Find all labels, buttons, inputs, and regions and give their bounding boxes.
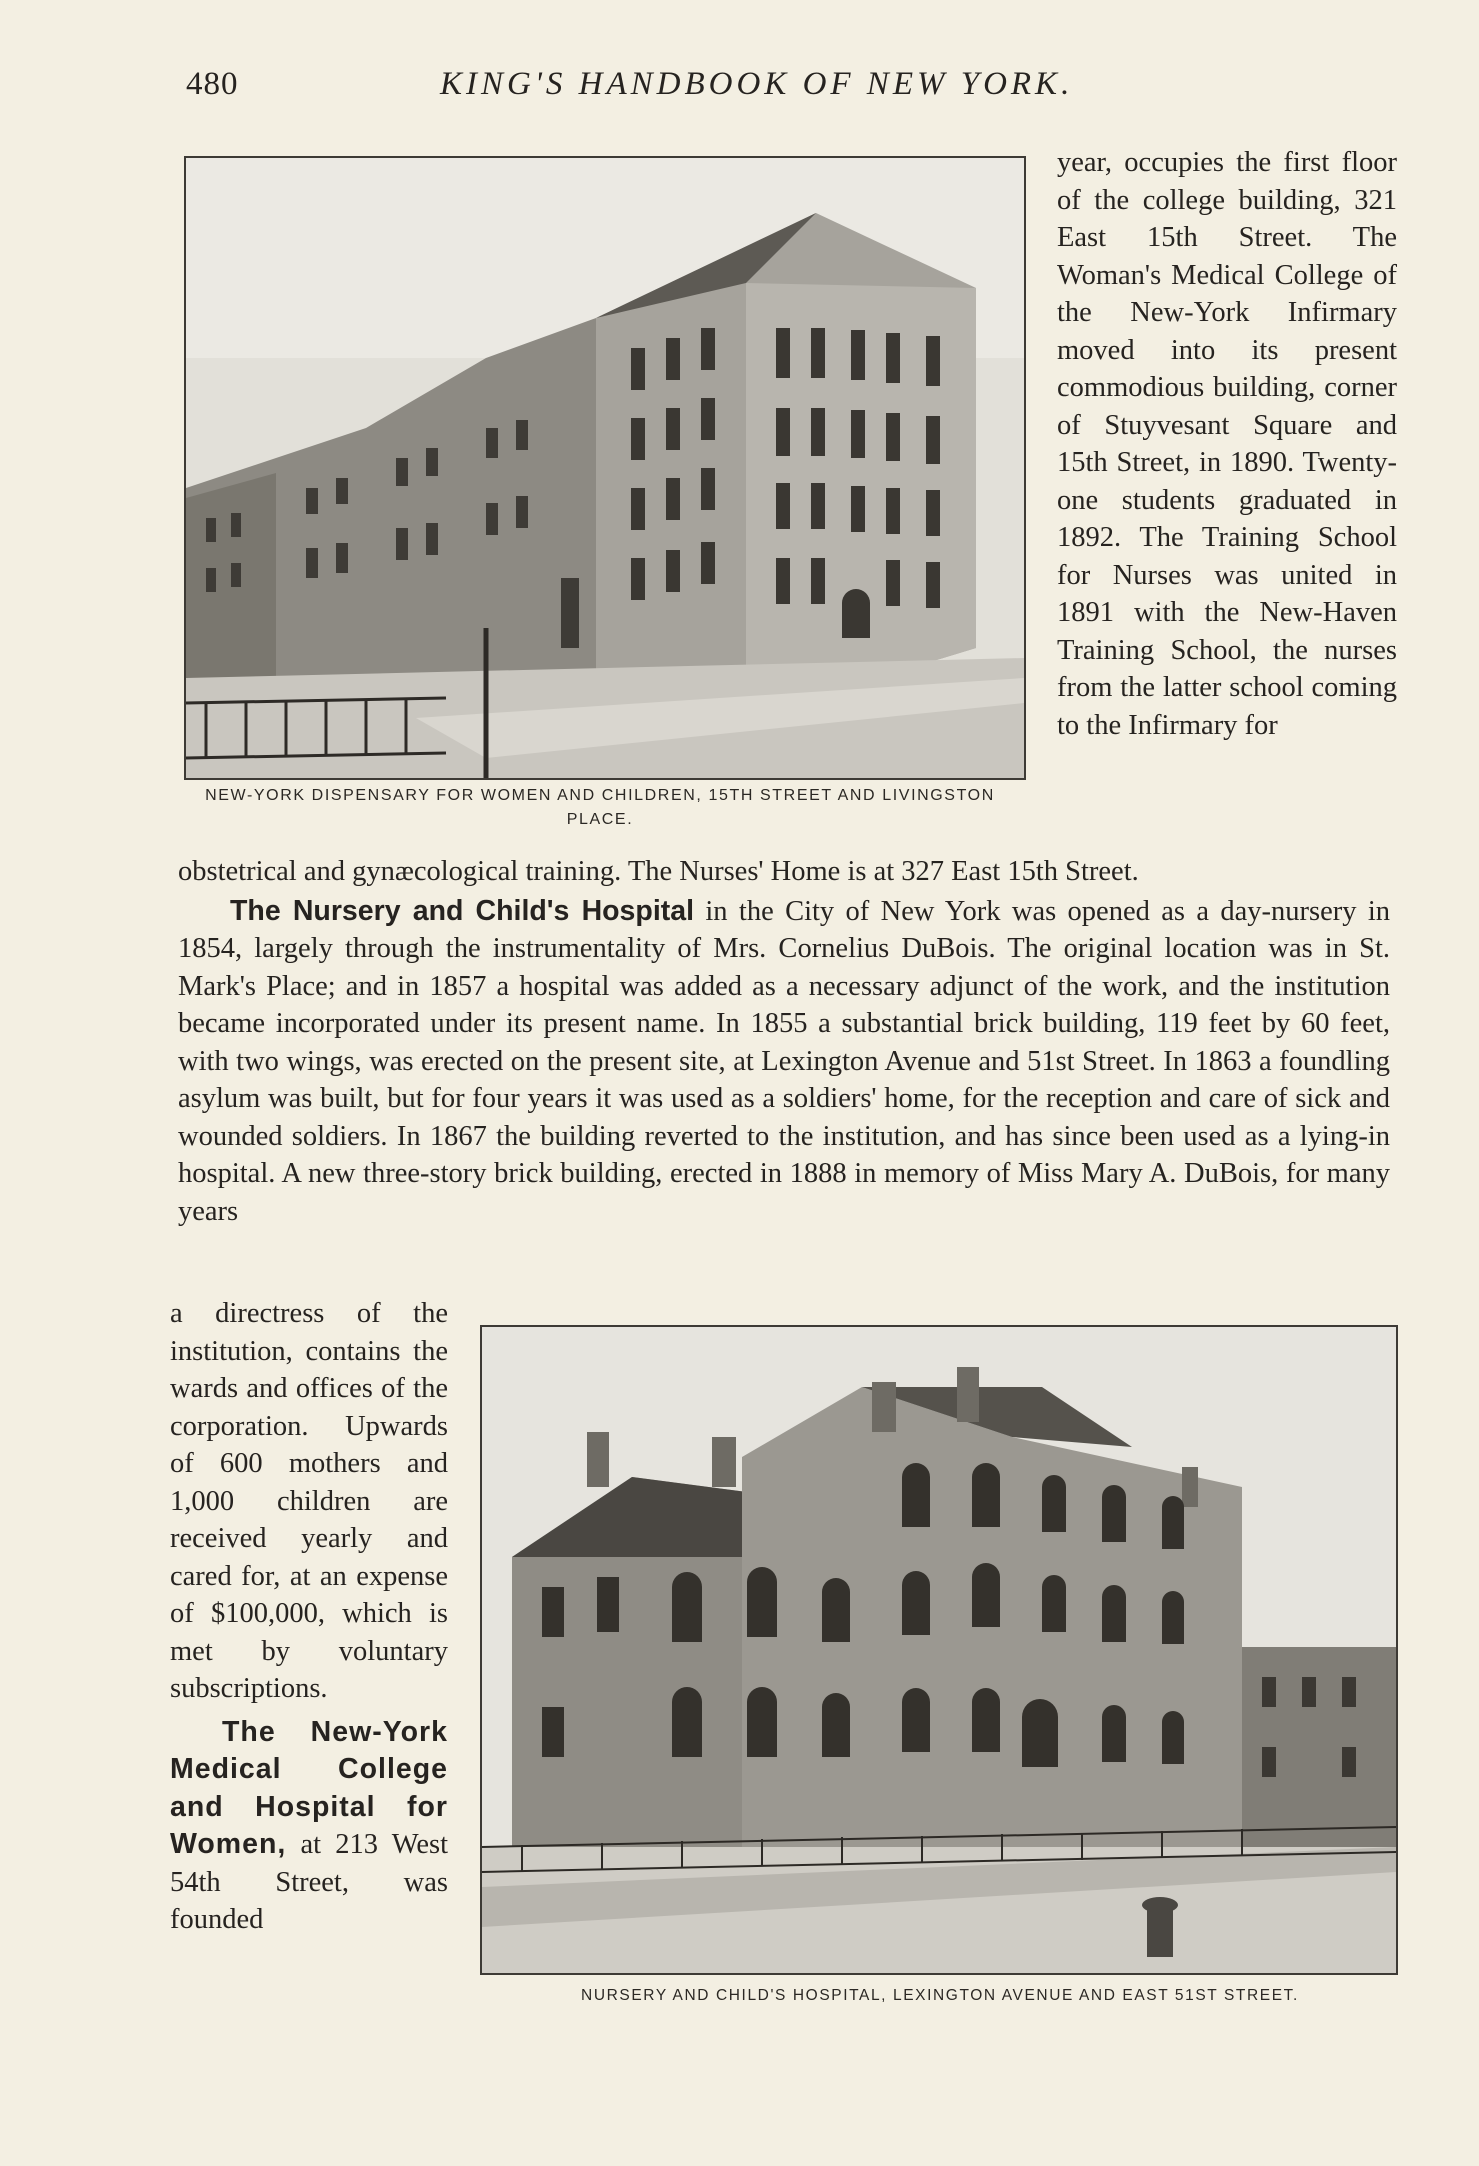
directress-paragraph: a directress of the institution, contains the wards and offices of the corporation. Upwards of 600 mothers and 1,000 children are received yearly and cared for, at an expense of $100,000, which is met by voluntary subscriptions. [170, 1298, 448, 1704]
college-paragraph [170, 1714, 448, 1939]
nursery-body: in the City of New York was opened as a day-nursery in 1854, largely through the instrumentality of Mrs. Cornelius DuBois. The original location was in St. Mark's Place; and in 1857 a hospital was added as a necessary adjunct of the work, and the institution became incorporated under its present name. In 1855 a substantial brick building, 119 feet by 60 feet, with two wings, was erected on the present site, at Lexington Avenue and 51st Street. In 1863 a foundling asylum was built, but for four years it was used as a soldiers' home, for the reception and care of sick and wounded soldiers. In 1867 the building reverted to the institution, and has since been used as a lying-in hospital. A new three-story brick building, erected in 1888 in memory of Miss Mary A. DuBois, for many years [178, 895, 1390, 1227]
dispensary-caption: NEW-YORK DISPENSARY FOR WOMEN AND CHILDREN, 15TH STREET AND LIVINGSTON PLACE. [205, 787, 995, 828]
nursery-heading: The Nursery and Child's Hospital [230, 894, 694, 927]
left-column-text [170, 1295, 448, 1939]
page-number: 480 [186, 66, 239, 102]
running-title: KING'S HANDBOOK OF NEW YORK. [440, 66, 1074, 102]
full-width-text [178, 853, 1390, 1230]
nursery-hospital-caption: NURSERY AND CHILD'S HOSPITAL, LEXINGTON AVENUE AND EAST 51ST STREET. [581, 1987, 1299, 2004]
dispensary-photo [184, 156, 1026, 780]
nursery-paragraph [178, 893, 1390, 1231]
college-heading: The New-York Medical College and Hospital for Women, [170, 1715, 448, 1860]
right-column-text: year, occupies the first floor of the college building, 321 East 15th Street. The Woman's Medical College of the New-York Infirmary moved into its present commodious building, corner of Stuyvesant Square and 15th Street, in 1890. Twenty-one students graduated in 1892. The Training School for Nurses was united in 1891 with the New-Haven Training School, the nurses from the latter school coming to the Infirmary for [1057, 147, 1397, 741]
college-body: at 213 West 54th Street, was founded [170, 1829, 448, 1935]
nursery-hospital-photo [480, 1325, 1398, 1975]
nurses-home-paragraph: obstetrical and gynæcological training. The Nurses' Home is at 327 East 15th Street. [178, 856, 1139, 887]
